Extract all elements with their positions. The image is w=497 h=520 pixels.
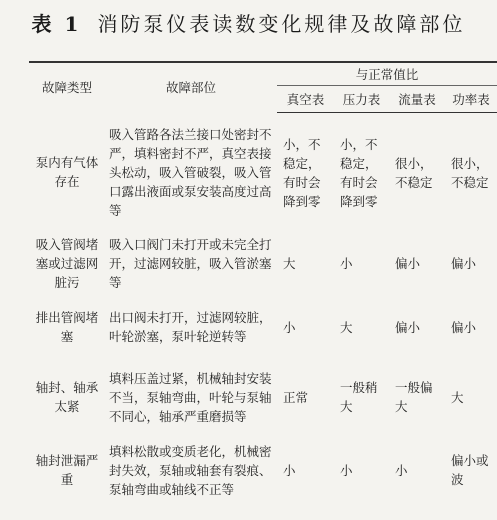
table-row <box>29 360 497 434</box>
header-compare-group: 与正常值比 <box>277 62 497 86</box>
cell-power: 很小，不稳定 <box>451 155 489 190</box>
cell-fault-type: 轴封泄漏严重 <box>35 453 99 487</box>
cell-flow: 很小，不稳定 <box>395 155 433 190</box>
cell-vacuum: 大 <box>283 255 296 271</box>
header-pressure-gauge: 压力表 <box>334 86 389 113</box>
cell-flow: 偏小 <box>395 255 421 271</box>
table-caption <box>0 8 497 37</box>
cell-pressure: 小 <box>340 462 353 478</box>
header-fault-location: 故障部位 <box>105 62 277 113</box>
table-row <box>29 434 497 506</box>
cell-flow: 小 <box>395 462 408 478</box>
cell-pressure: 小 <box>340 255 353 271</box>
cell-pressure: 小，不稳定，有时会降到零 <box>340 136 378 209</box>
table-header-row <box>29 62 497 86</box>
cell-flow: 偏小 <box>395 319 421 335</box>
cell-pressure: 一般稍大 <box>340 380 378 414</box>
cell-fault-location: 填料压盖过紧，机械轴封安装不当，泵轴弯曲，叶轮与泵轴不同心，轴承严重磨损等 <box>109 370 272 424</box>
cell-fault-location: 吸入管路各法兰接口处密封不严，填料密封不严，真空表接头松动，吸入管破裂，吸入管口露出液面或泵安装高度过高等 <box>109 126 272 218</box>
cell-fault-location: 填料松散或变质老化，机械密封失效，泵轴或轴套有裂痕、泵轴弯曲或轴线不正等 <box>109 443 272 497</box>
cell-fault-location: 出口阀未打开，过滤网较脏，叶轮淤塞，泵叶轮逆转等 <box>109 310 272 344</box>
cell-fault-type: 吸入管阀堵塞或过滤网脏污 <box>35 236 99 290</box>
cell-vacuum: 正常 <box>283 389 309 405</box>
cell-vacuum: 小 <box>283 319 296 335</box>
header-flow-meter: 流量表 <box>389 86 445 113</box>
cell-fault-location: 吸入口阀门未打开或未完全打开，过滤网较脏，吸入管淤塞等 <box>109 236 272 290</box>
header-power-meter: 功率表 <box>445 86 497 113</box>
cell-power: 偏小 <box>451 319 477 335</box>
cell-fault-type: 泵内有气体存在 <box>35 155 99 190</box>
cell-vacuum: 小 <box>283 462 296 478</box>
table-row <box>29 294 497 360</box>
table-row <box>29 232 497 294</box>
table-number: 表 1 <box>31 12 82 36</box>
header-fault-type: 故障类型 <box>29 62 105 113</box>
cell-power: 大 <box>451 389 464 405</box>
header-vacuum-gauge: 真空表 <box>277 86 334 113</box>
table-row <box>29 113 497 233</box>
table-title: 消防泵仪表读数变化规律及故障部位 <box>97 12 466 36</box>
cell-power: 偏小 <box>451 255 477 271</box>
cell-vacuum: 小，不稳定，有时会降到零 <box>283 136 321 209</box>
cell-power: 偏小或波 <box>451 453 489 487</box>
fault-table <box>29 61 497 506</box>
cell-flow: 一般偏大 <box>395 380 433 414</box>
cell-pressure: 大 <box>340 319 353 335</box>
cell-fault-type: 轴封、轴承太紧 <box>35 380 99 414</box>
cell-fault-type: 排出管阀堵塞 <box>35 310 99 344</box>
